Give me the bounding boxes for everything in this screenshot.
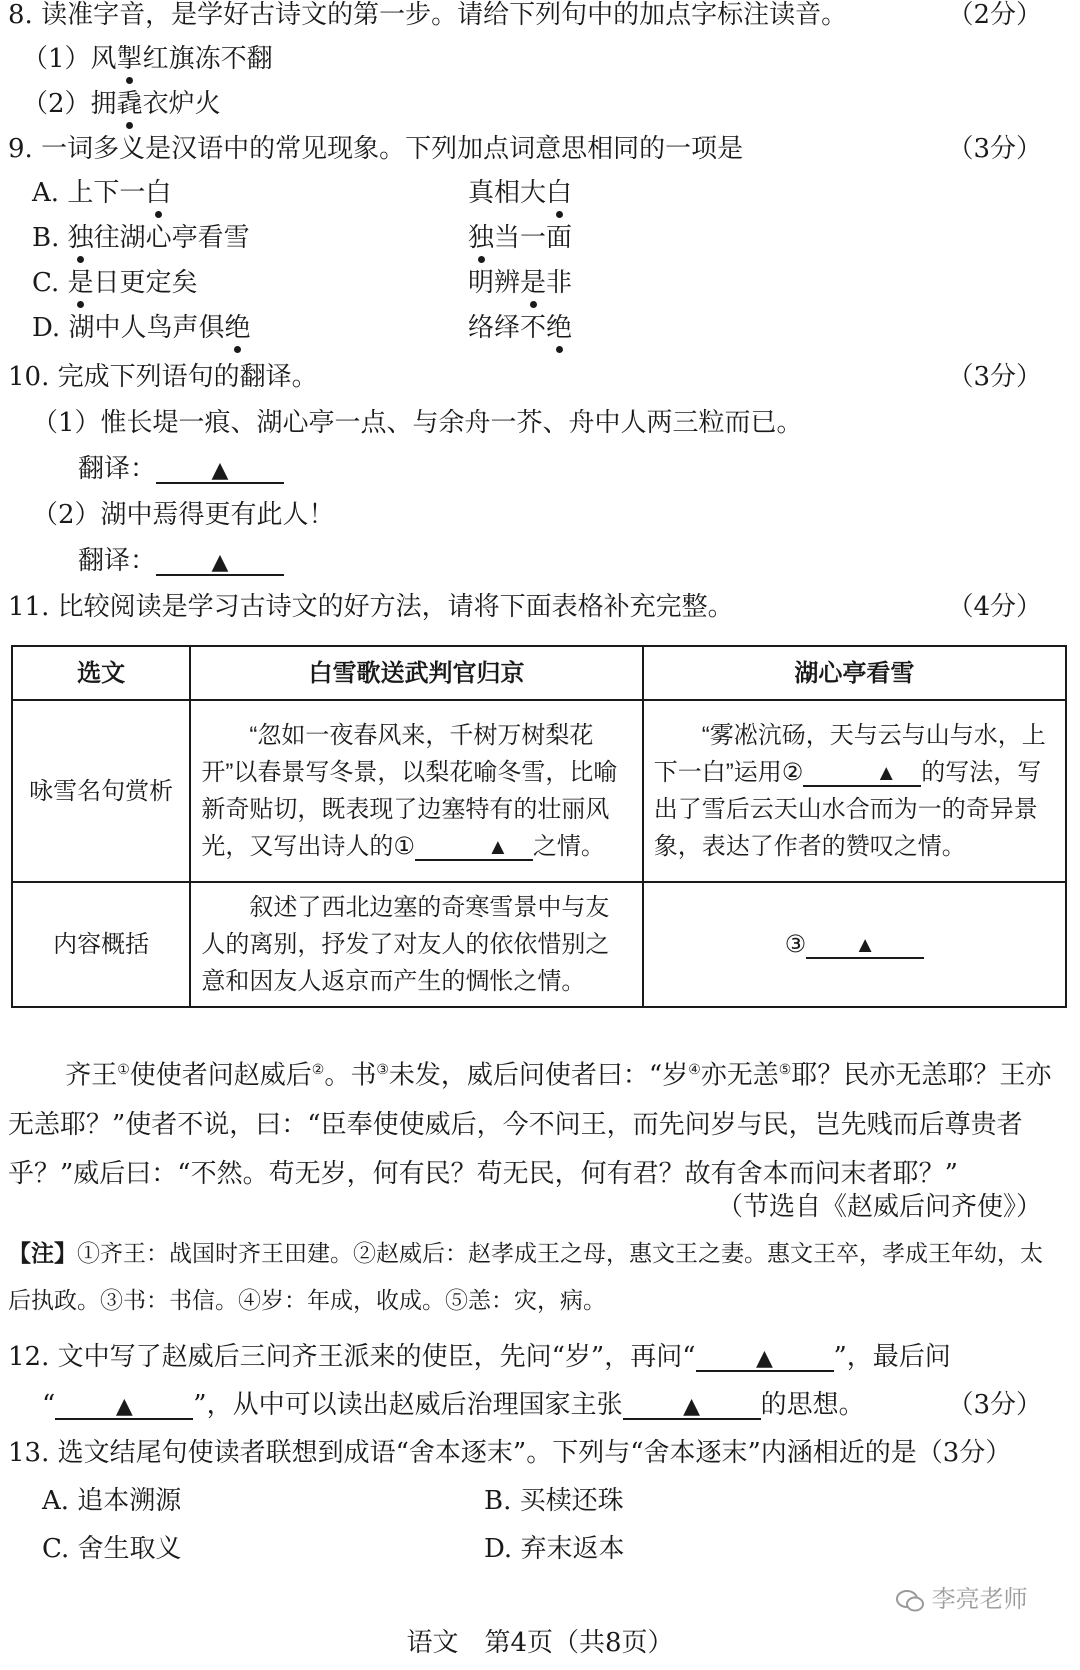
table-header-cell: 白雪歌送武判官归京 (190, 646, 642, 700)
q9-option-b-left: B. 独往湖心亭看雪 (32, 223, 250, 253)
q9-option-c-right: 明辨是非 (468, 268, 573, 298)
q11-score: （4分） (947, 592, 1042, 622)
table-cell: “雾凇沆砀，天与云与山与水，上下一白”运用② ▲ 的写法，写出了雪后云天山水合而为一的奇异景象，表达了作者的赞叹之情。 (643, 700, 1066, 882)
table-cell: ③ ▲ (643, 882, 1066, 1007)
answer-blank[interactable]: ▲ (156, 457, 284, 484)
q13-stem: 13. 选文结尾句使读者联想到成语“舍本逐末”。下列与“舍本逐末”内涵相近的是（3分） (8, 1438, 1012, 1468)
q10-score: （3分） (947, 362, 1042, 392)
q8-stem: 8. 读准字音，是学好古诗文的第一步。请给下列句中的加点字标注读音。 (8, 0, 848, 30)
answer-blank[interactable]: ▲ (55, 1393, 193, 1420)
q11-stem: 11. 比较阅读是学习古诗文的好方法，请将下面表格补充完整。 (8, 592, 734, 622)
q9-score: （3分） (947, 134, 1042, 164)
q8-score: （2分） (947, 0, 1042, 30)
q9-stem: 9. 一词多义是汉语中的常见现象。下列加点词意思相同的一项是 (8, 134, 744, 164)
answer-blank[interactable]: ▲ (156, 549, 284, 576)
answer-blank[interactable]: ▲ (623, 1393, 761, 1420)
table-cell: 叙述了西北边塞的奇寒雪景中与友人的离别，抒发了对友人的依依惜别之意和因友人返京而产生的惆怅之情。 (190, 882, 642, 1007)
q10-sentence-2: （2）湖中焉得更有此人！ (32, 500, 335, 530)
q13-option-b[interactable]: B. 买椟还珠 (484, 1486, 624, 1516)
q8-item-1: （1）风掣红旗冻不翻 (22, 44, 273, 74)
q10-answer-1: 翻译： ▲ (78, 454, 284, 485)
q9-option-a-right: 真相大白 (468, 178, 573, 208)
classical-passage: 齐王①使使者问赵威后②。书③未发，威后问使者曰：“岁④亦无恙⑤耶？民亦无恙耶？王亦无恙耶？”使者不说，曰：“臣奉使使威后，今不问王，而先问岁与民，岂先贱而后尊贵者乎？”威后曰：“不然。苟无岁，何有民？苟无民，何有君？故有舍本而问末者耶？” (8, 1060, 1052, 1189)
table-row (12, 700, 1066, 882)
q9-option-d-right: 络绎不绝 (468, 313, 573, 343)
q9-option-d-left: D. 湖中人鸟声俱绝 (32, 313, 251, 343)
q10-answer-2: 翻译： ▲ (78, 546, 284, 577)
answer-blank[interactable]: ▲ (696, 1345, 834, 1372)
q8-item-2: （2）拥毳衣炉火 (22, 89, 221, 119)
watermark: 李亮老师 (895, 1586, 1028, 1615)
q13-option-d[interactable]: D. 弃末返本 (484, 1534, 625, 1564)
row-label: 咏雪名句赏析 (12, 700, 190, 882)
row-label: 内容概括 (12, 882, 190, 1007)
q10-sentence-1: （1）惟长堤一痕、湖心亭一点、与余舟一芥、舟中人两三粒而已。 (32, 408, 803, 438)
answer-blank[interactable]: ▲ (806, 932, 924, 959)
q13-option-a[interactable]: A. 追本溯源 (42, 1486, 182, 1516)
answer-blank[interactable]: ▲ (803, 760, 921, 787)
table-header-cell: 湖心亭看雪 (643, 646, 1066, 700)
comparison-table (11, 645, 1067, 1008)
table-cell: “忽如一夜春风来，千树万树梨花开”以春景写冬景，以梨花喻冬雪，比喻新奇贴切，既表现了边塞特有的壮丽风光，又写出诗人的① ▲ 之情。 (190, 700, 642, 882)
q13-option-c[interactable]: C. 舍生取义 (42, 1534, 182, 1564)
passage-note-line-2: 后执政。③书：书信。④岁：年成，收成。⑤恙：灾，病。 (8, 1288, 606, 1314)
q9-option-c-left: C. 是日更定矣 (32, 268, 198, 298)
answer-blank[interactable]: ▲ (415, 834, 533, 861)
q12-score: （3分） (947, 1390, 1042, 1420)
q9-option-a-left: A. 上下一白 (32, 178, 172, 208)
passage-source: （节选自《赵威后问齐使》） (716, 1192, 1042, 1222)
wechat-icon (895, 1588, 925, 1614)
page-footer: 语文 第4页（共8页） (406, 1628, 674, 1658)
q9-option-b-right: 独当一面 (468, 223, 573, 253)
table-row (12, 882, 1066, 1007)
passage-note-line-1: 【注】①齐王：战国时齐王田建。②赵威后：赵孝成王之母，惠文王之妻。惠文王卒，孝成王年幼，太 (8, 1240, 1043, 1267)
q10-stem: 10. 完成下列语句的翻译。 (8, 362, 318, 392)
table-header-row (12, 646, 1066, 700)
q12-line-2: “ ▲ ”，从中可以读出赵威后治理国家主张 ▲ 的思想。 (42, 1390, 865, 1420)
table-header-cell: 选文 (12, 646, 190, 700)
q12-line-1: 12. 文中写了赵威后三问齐王派来的使臣，先问“岁”，再问“ ▲ ”，最后问 (8, 1342, 951, 1372)
